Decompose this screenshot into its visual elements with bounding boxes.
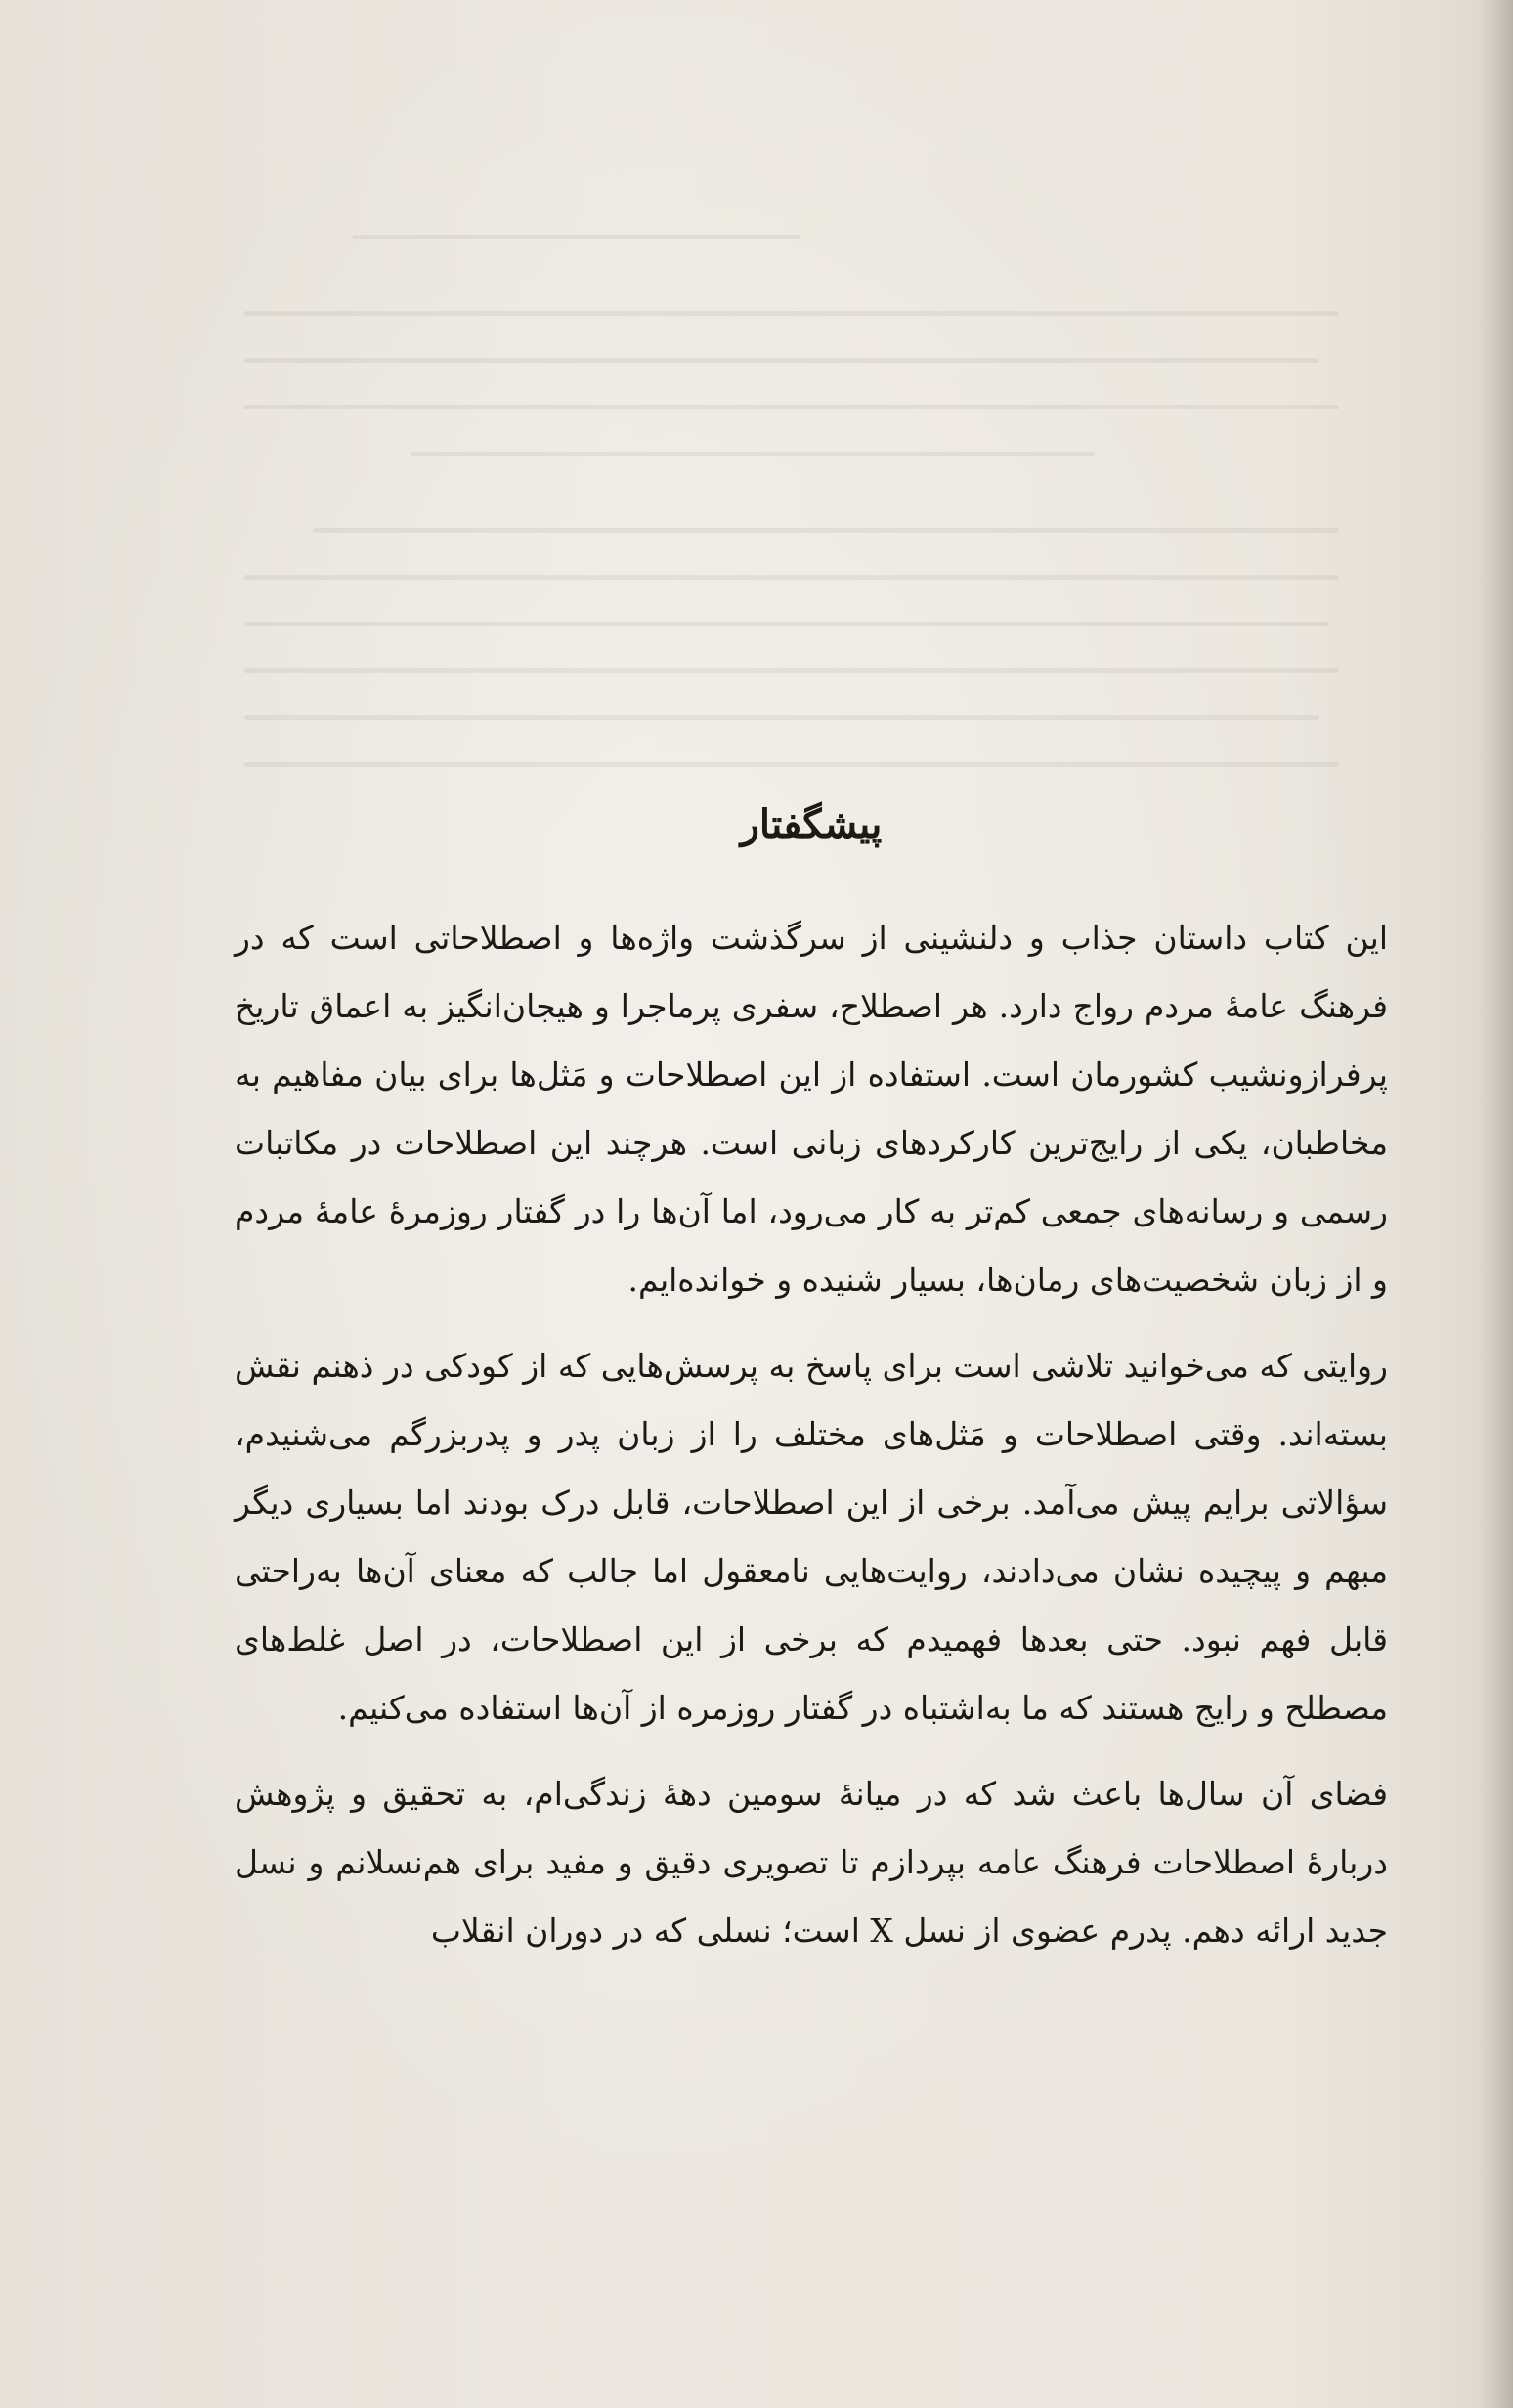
page-title: پیشگفتار: [740, 801, 883, 847]
paragraph-3: فضای آن سال‌ها باعث شد که در میانهٔ سومین دههٔ زندگی‌ام، به تحقیق و پژوهش دربارهٔ اصطلاحات فرهنگ عامه بپردازم تا تصویری دقیق و مفید برای هم‌نسلانم و نسل جدید ارائه دهم. پدرم عضوی از نسل X است؛ نسلی که در دوران انقلاب: [235, 1775, 1388, 1950]
paragraph-2: روایتی که می‌خوانید تلاشی است برای پاسخ به پرسش‌هایی که از کودکی در ذهنم نقش بسته‌اند. وقتی اصطلاحات و مَثل‌های مختلف را از زبان پدر و پدربزرگم می‌شنیدم، سؤالاتی برایم پیش می‌آمد. برخی از این اصطلاحات، قابل درک بودند اما بسیاری دیگر مبهم و پیچیده نشان می‌دادند، روایت‌هایی نامعقول اما جالب که معنای آن‌ها به‌راحتی قابل فهم نبود. حتی بعدها فهمیدم که برخی از این اصطلاحات، در اصل غلط‌های مصطلح و رایج هستند که ما به‌اشتباه در گفتار روزمره از آن‌ها استفاده می‌کنیم.: [235, 1347, 1388, 1727]
main-text: [235, 801, 1388, 1983]
paragraph-1: این کتاب داستان جذاب و دلنشینی از سرگذشت واژه‌ها و اصطلاحاتی است که در فرهنگ عامهٔ مردم رواج دارد. هر اصطلاح، سفری پرماجرا و هیجان‌انگیز به اعماق تاریخ پرفرازونشیب کشورمان است. استفاده از این اصطلاحات و مَثل‌ها برای بیان مفاهیم به مخاطبان، یکی از رایج‌ترین کارکردهای زبانی است. هرچند این اصطلاحات در مکاتبات رسمی و رسانه‌های جمعی کم‌تر به کار می‌رود، اما آن‌ها را در گفتار روزمرهٔ عامهٔ مردم و از زبان شخصیت‌های رمان‌ها، بسیار شنیده و خوانده‌ایم.: [235, 919, 1388, 1299]
page-edge-shadow: [1478, 0, 1513, 2408]
